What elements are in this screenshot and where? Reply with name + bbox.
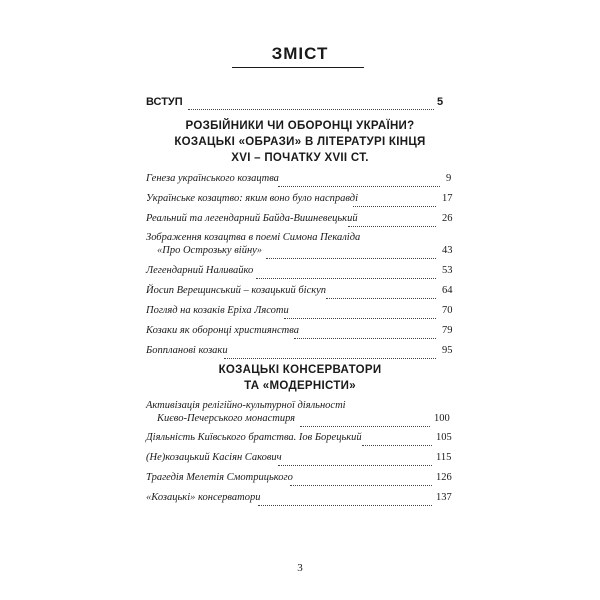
toc-entry[interactable]: [0, 432, 600, 450]
toc-entry[interactable]: [0, 245, 600, 263]
entry-page: 126: [436, 472, 452, 483]
section-heading-line: ТА «МОДЕРНІСТИ»: [244, 380, 356, 392]
toc-entry[interactable]: [0, 325, 600, 343]
dot-leader: [266, 258, 436, 259]
toc-entry[interactable]: [0, 265, 600, 283]
dot-leader: [188, 109, 434, 110]
dot-leader: [300, 426, 430, 427]
entry-title: «Козацькі» консерватори: [146, 492, 261, 503]
entry-page: 53: [442, 265, 453, 276]
entry-title: Козаки як оборонці християнства: [146, 325, 299, 336]
entry-title: Погляд на козаків Еріха Лясоти: [146, 305, 289, 316]
entry-page: 17: [442, 193, 453, 204]
dot-leader: [278, 465, 432, 466]
entry-page: 100: [434, 413, 450, 424]
entry-title: Легендарний Наливайко: [146, 265, 254, 276]
entry-title: (Не)козацький Касіян Сакович: [146, 452, 282, 463]
entry-title-line1: Зображення козацтва в поемі Симона Пекаліда: [146, 232, 361, 243]
toc-entry[interactable]: [0, 452, 600, 470]
dot-leader: [353, 206, 436, 207]
entry-title: Йосип Верещинський – козацький біскуп: [146, 285, 327, 296]
entry-page: 64: [442, 285, 453, 296]
toc-entry[interactable]: [0, 345, 600, 363]
toc-title: ЗМІСТ: [271, 44, 329, 63]
toc-entry-intro[interactable]: [0, 96, 600, 114]
section-heading-line: КОЗАЦЬКІ «ОБРАЗИ» В ЛІТЕРАТУРІ КІНЦЯ: [174, 136, 426, 148]
dot-leader: [348, 226, 436, 227]
section-heading-line: РОЗБІЙНИКИ ЧИ ОБОРОНЦІ УКРАЇНИ?: [185, 120, 415, 132]
toc-entry[interactable]: [0, 472, 600, 490]
entry-title: Трагедія Мелетія Смотрицького: [146, 472, 293, 483]
entry-title: ВСТУП: [146, 96, 183, 108]
toc-entry[interactable]: [0, 193, 600, 211]
entry-title: Українське козацтво: яким воно було насправді: [146, 193, 358, 204]
page-number: 3: [297, 562, 303, 574]
dot-leader: [294, 338, 436, 339]
entry-title: Боппланові козаки: [146, 345, 228, 356]
entry-title: Діяльність Київського братства. Іов Борецький: [146, 432, 362, 443]
toc-entry[interactable]: [0, 492, 600, 510]
toc-entry[interactable]: [0, 285, 600, 303]
entry-page: 115: [436, 452, 452, 463]
dot-leader: [290, 485, 432, 486]
entry-title: Києво-Печерського монастиря: [157, 413, 296, 424]
toc-entry[interactable]: [0, 305, 600, 323]
entry-page: 43: [442, 245, 453, 256]
title-underline: [232, 67, 364, 68]
dot-leader: [258, 505, 432, 506]
entry-page: 137: [436, 492, 452, 503]
dot-leader: [256, 278, 436, 279]
entry-page: 79: [442, 325, 453, 336]
entry-page: 95: [442, 345, 453, 356]
entry-page: 105: [436, 432, 452, 443]
entry-page: 9: [446, 173, 452, 184]
dot-leader: [362, 445, 432, 446]
entry-title-line1: Активізація релігійно-культурної діяльності: [146, 400, 346, 411]
dot-leader: [224, 358, 436, 359]
dot-leader: [284, 318, 436, 319]
entry-page: 26: [442, 213, 453, 224]
section-heading-line: XVI – ПОЧАТКУ XVII СТ.: [231, 152, 369, 164]
toc-entry[interactable]: [0, 173, 600, 191]
dot-leader: [278, 186, 440, 187]
section-heading-line: КОЗАЦЬКІ КОНСЕРВАТОРИ: [218, 364, 382, 376]
entry-title: Генеза українського козацтва: [146, 173, 279, 184]
entry-title: «Про Острозьку війну»: [157, 245, 263, 256]
toc-entry[interactable]: [0, 413, 600, 431]
entry-page: 70: [442, 305, 453, 316]
entry-title: Реальний та легендарний Байда-Вишневецький: [146, 213, 358, 224]
toc-entry[interactable]: [0, 213, 600, 231]
entry-page: 5: [437, 96, 444, 108]
dot-leader: [326, 298, 436, 299]
